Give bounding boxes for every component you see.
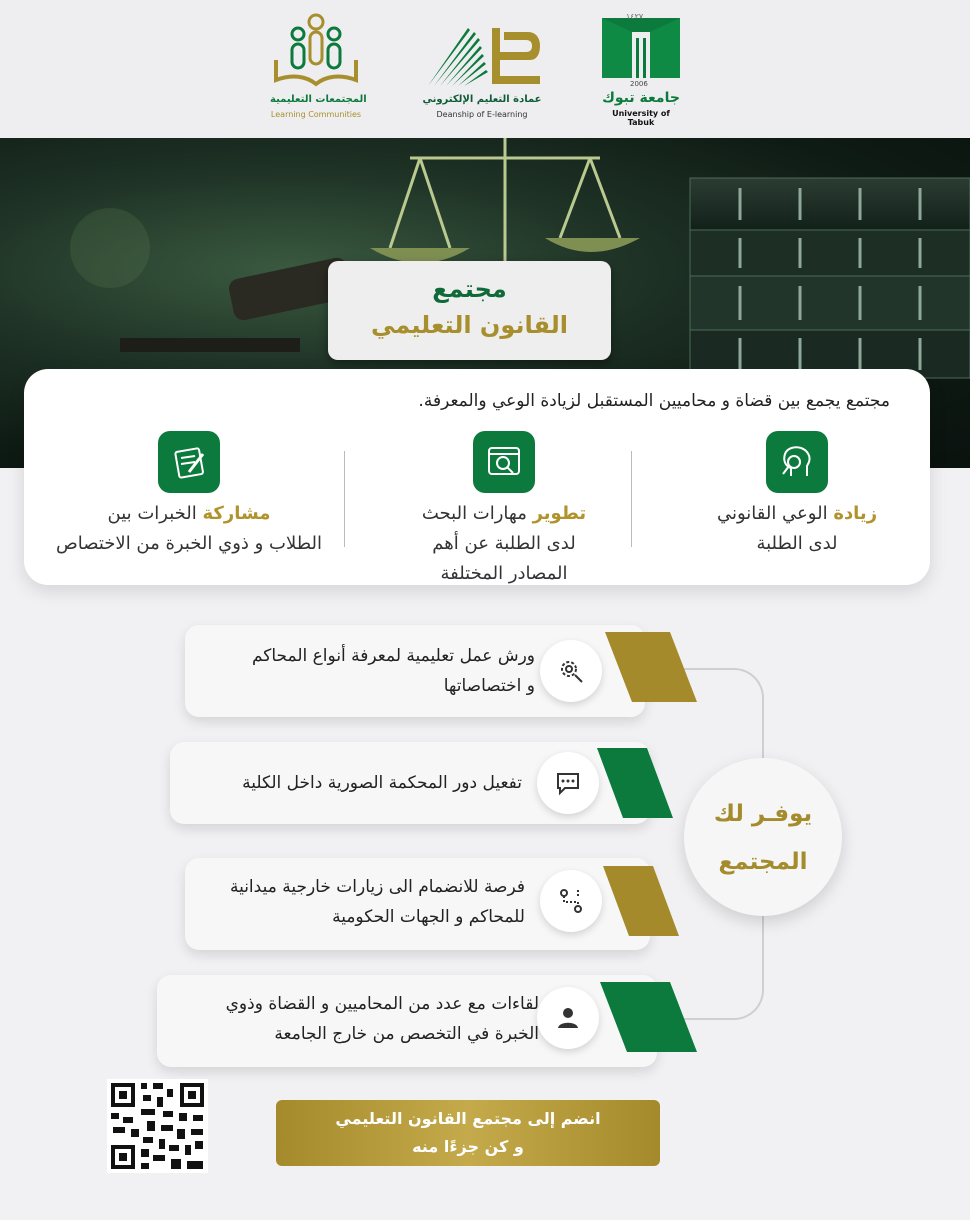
communities-name-en-text: Learning Communities [270, 110, 362, 119]
qr-code-icon [107, 1079, 208, 1173]
feature-sharing-experience-line1 [56, 499, 322, 529]
offer-item-line1: فرصة للانضمام الى زيارات خارجية ميدانية [229, 877, 525, 897]
university-name-en: University of Tabuk [612, 109, 670, 127]
feature-legal-awareness-rest: الوعي القانوني [716, 503, 834, 524]
offer-item-line1: ورش عمل تعليمية لمعرفة أنواع المحاكم [251, 646, 535, 666]
feature-research-skills-line1 [374, 499, 634, 529]
qr-code[interactable] [107, 1079, 208, 1173]
feature-research-skills-highlight: تطوير [532, 503, 587, 524]
title-card [328, 261, 611, 360]
learning-communities-logo-icon [270, 10, 362, 90]
join-line2: و كن جزءًا منه [412, 1137, 524, 1156]
user-icon [553, 1003, 583, 1033]
notepad-pen-icon [169, 442, 209, 482]
deanship-elearning-logo-icon [418, 18, 546, 90]
feature-research-skills-line3: المصادر المختلفة [440, 563, 568, 584]
communities-logo [270, 10, 367, 122]
university-of-tabuk-logo-icon [598, 14, 684, 86]
deanship-name-en-text: Deanship of E-learning [436, 110, 528, 119]
feature-legal-awareness-highlight: زيادة [833, 503, 878, 524]
feature-sharing-experience [56, 431, 322, 559]
university-year-arabic: ١٤٢٧ [626, 12, 644, 21]
offer-tab-gold [605, 632, 700, 702]
deanship-name-ar-text: عمادة التعليم الإلكتروني [422, 94, 542, 105]
offer-icon-circle [537, 752, 599, 814]
university-year: 2006 [630, 80, 648, 88]
university-name-ar: جامعة تبوك [602, 90, 680, 106]
communities-name-en [270, 110, 362, 119]
offers-title-line2: المجتمع [718, 849, 808, 875]
deanship-logo [418, 18, 546, 122]
offer-icon-circle [540, 640, 602, 702]
feature-legal-awareness-line2: لدى الطلبة [756, 533, 838, 554]
offer-item-line2: للمحاكم و الجهات الحكومية [332, 907, 525, 927]
research-skills-icon [473, 431, 535, 493]
intro-text: مجتمع يجمع بين قضاة و محاميين المستقبل لزيادة الوعي والمعرفة. [418, 391, 890, 411]
offer-tab-green [597, 748, 677, 818]
route-icon [556, 886, 586, 916]
join-line1: انضم إلى مجتمع القانون التعليمي [335, 1109, 601, 1128]
community-title-line1: مجتمع [432, 275, 507, 303]
offer-icon-circle [537, 987, 599, 1049]
offer-item-line1: تفعيل دور المحكمة الصورية داخل الكلية [242, 773, 522, 793]
offer-item-line2: و اختصاصاتها [443, 676, 535, 696]
deanship-name-en [418, 110, 546, 119]
deanship-name-ar [418, 94, 546, 105]
feature-sharing-experience-highlight: مشاركة [202, 503, 271, 524]
feature-legal-awareness-line1 [667, 499, 927, 529]
university-logo [598, 12, 684, 127]
feature-research-skills [374, 431, 634, 589]
browser-search-icon [484, 442, 524, 482]
sharing-experience-icon [158, 431, 220, 493]
offer-tab-green [600, 982, 700, 1052]
offer-item-line2: الخبرة في التخصص من خارج الجامعة [274, 1024, 539, 1044]
gear-search-icon [556, 656, 586, 686]
communities-name-ar [270, 94, 367, 105]
head-globe-icon [777, 442, 817, 482]
feature-sharing-experience-line2: الطلاب و ذوي الخبرة من الاختصاص [56, 533, 322, 554]
info-card [24, 369, 930, 585]
header [0, 0, 970, 138]
community-title-line2: القانون التعليمي [371, 311, 568, 339]
feature-sharing-experience-rest: الخبرات بين [107, 503, 203, 524]
feature-legal-awareness [667, 431, 927, 559]
join-banner[interactable] [276, 1100, 660, 1166]
communities-name-ar-text: المجتمعات التعليمية [270, 94, 367, 105]
feature-research-skills-line2: لدى الطلبة عن أهم [432, 533, 576, 554]
offers-title-line1: يوفـر لك [713, 801, 813, 827]
chat-icon [553, 768, 583, 798]
feature-research-skills-rest: مهارات البحث [421, 503, 533, 524]
offer-tab-gold [603, 866, 683, 936]
offer-icon-circle [540, 870, 602, 932]
offers-circle [684, 758, 842, 916]
divider [344, 451, 345, 547]
legal-awareness-icon [766, 431, 828, 493]
offer-item-line1: لقاءات مع عدد من المحاميين و القضاة وذوي [225, 994, 539, 1014]
